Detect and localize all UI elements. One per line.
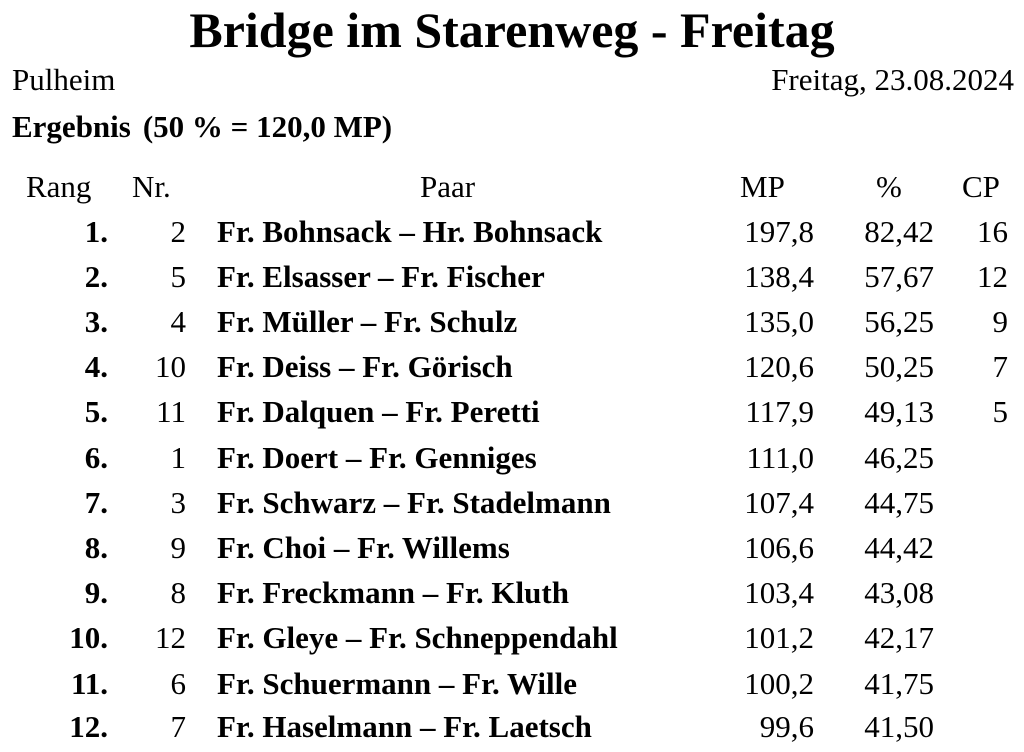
pair-cell: Fr. Schuermann – Fr. Wille [217,666,577,701]
mp-cell: 111,0 [746,440,814,475]
pct-cell: 56,25 [864,304,934,339]
pair-cell: Fr. Doert – Fr. Genniges [217,440,537,475]
rank-cell: 12. [69,709,108,744]
pair-cell: Fr. Haselmann – Fr. Laetsch [217,709,592,744]
pct-cell: 49,13 [864,394,934,429]
nr-cell: 5 [170,259,186,294]
mp-cell: 100,2 [744,666,814,701]
nr-cell: 12 [155,620,186,655]
pct-cell: 44,42 [864,530,934,565]
table-row [0,391,1024,433]
pair-cell: Fr. Elsasser – Fr. Fischer [217,259,545,294]
mp-cell: 103,4 [744,575,814,610]
header-rank: Rang [26,169,92,204]
table-row [0,706,1024,748]
nr-cell: 3 [170,485,186,520]
rank-cell: 7. [84,485,108,520]
table-row [0,617,1024,659]
pair-cell: Fr. Freckmann – Fr. Kluth [217,575,569,610]
pct-cell: 50,25 [864,349,934,384]
nr-cell: 9 [170,530,186,565]
pair-cell: Fr. Bohnsack – Hr. Bohnsack [217,214,603,249]
result-label: Ergebnis [12,109,131,144]
table-row [0,346,1024,388]
cp-cell: 16 [977,214,1008,249]
pair-cell: Fr. Müller – Fr. Schulz [217,304,518,339]
mp-cell: 99,6 [759,709,814,744]
header-pair: Paar [420,169,476,204]
nr-cell: 8 [170,575,186,610]
rank-cell: 11. [70,666,108,701]
header-mp: MP [740,169,785,204]
table-row [0,572,1024,614]
cp-cell: 5 [992,394,1008,429]
cp-cell: 9 [992,304,1008,339]
mp-cell: 117,9 [745,394,814,429]
mp-cell: 120,6 [744,349,814,384]
table-row [0,482,1024,524]
nr-cell: 10 [155,349,186,384]
rank-cell: 4. [84,349,108,384]
rank-cell: 10. [69,620,108,655]
table-row [0,663,1024,705]
nr-cell: 11 [156,394,186,429]
pct-cell: 82,42 [864,214,934,249]
pair-cell: Fr. Gleye – Fr. Schneppendahl [217,620,618,655]
pct-cell: 44,75 [864,485,934,520]
pct-cell: 57,67 [864,259,934,294]
result-basis: (50 % = 120,0 MP) [142,109,393,144]
rank-cell: 9. [84,575,108,610]
pair-cell: Fr. Deiss – Fr. Görisch [217,349,513,384]
table-row [0,437,1024,479]
nr-cell: 7 [170,709,186,744]
nr-cell: 6 [170,666,186,701]
table-header [0,166,1024,208]
rank-cell: 2. [84,259,108,294]
mp-cell: 106,6 [744,530,814,565]
result-heading [12,108,404,146]
pct-cell: 43,08 [864,575,934,610]
table-row [0,256,1024,298]
pct-cell: 41,75 [864,666,934,701]
nr-cell: 2 [170,214,186,249]
nr-cell: 4 [170,304,186,339]
cp-cell: 12 [977,259,1008,294]
header-cp: CP [962,169,1000,204]
mp-cell: 138,4 [744,259,814,294]
mp-cell: 135,0 [744,304,814,339]
rank-cell: 1. [84,214,108,249]
mp-cell: 107,4 [744,485,814,520]
venue-label: Pulheim [12,62,116,97]
table-row [0,211,1024,253]
mp-cell: 197,8 [744,214,814,249]
pct-cell: 42,17 [864,620,934,655]
pct-cell: 46,25 [864,440,934,475]
header-pct: % [876,169,902,204]
rank-cell: 8. [84,530,108,565]
header-nr: Nr. [132,169,171,204]
table-row [0,301,1024,343]
rank-cell: 6. [84,440,108,475]
rank-cell: 3. [84,304,108,339]
pair-cell: Fr. Schwarz – Fr. Stadelmann [217,485,611,520]
pct-cell: 41,50 [864,709,934,744]
pair-cell: Fr. Choi – Fr. Willems [217,530,510,565]
pair-cell: Fr. Dalquen – Fr. Peretti [217,394,540,429]
cp-cell: 7 [992,349,1008,384]
table-row [0,527,1024,569]
date-label: Freitag, 23.08.2024 [771,62,1014,97]
nr-cell: 1 [170,440,186,475]
page-title: Bridge im Starenweg - Freitag [189,2,835,58]
mp-cell: 101,2 [744,620,814,655]
rank-cell: 5. [84,394,108,429]
